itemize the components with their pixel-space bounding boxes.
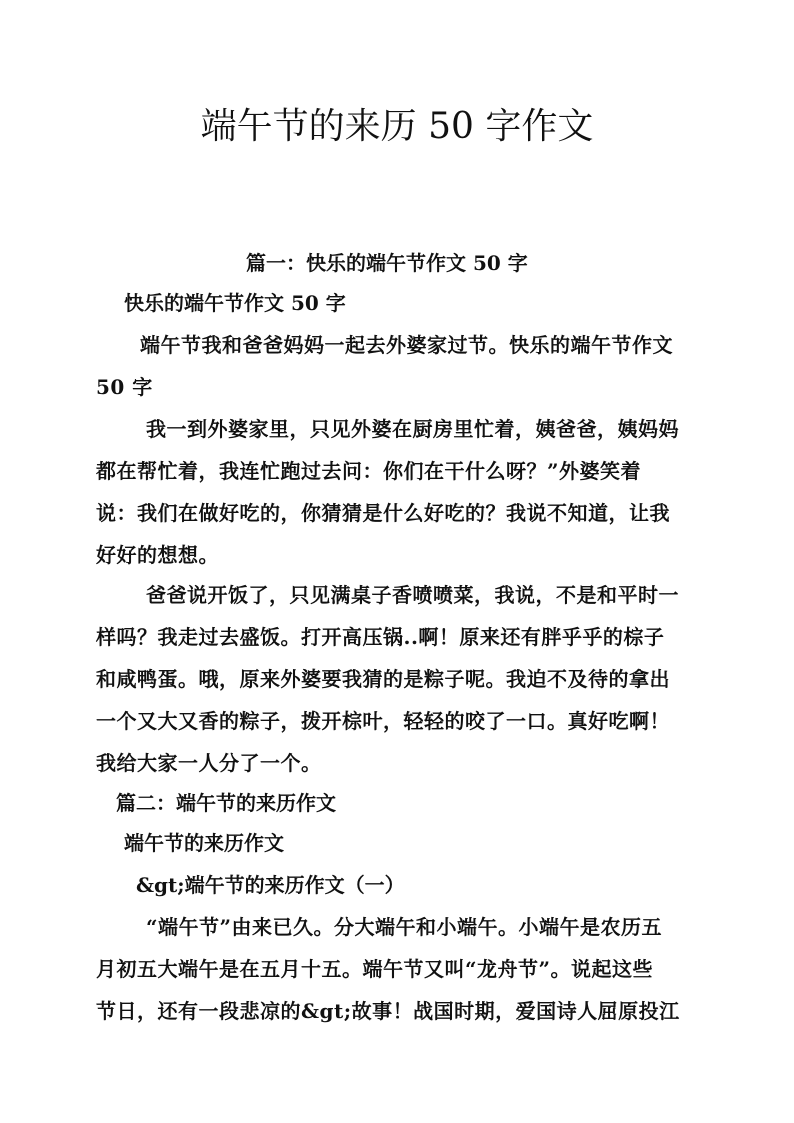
section2-heading: 篇二：端午节的来历作文 [116, 791, 336, 815]
section1-p1-line2: 50 字 [96, 375, 153, 399]
section2-subheading: &gt;端午节的来历作文（一） [136, 873, 405, 897]
section1-p3-line5: 我给大家一人分了一个。 [96, 751, 322, 775]
section1-p3-line2: 样吗？我走过去盛饭。打开高压锅..啊！原来还有胖乎乎的棕子 [96, 625, 665, 649]
section1-p2-line1: 我一到外婆家里，只见外婆在厨房里忙着，姨爸爸，姨妈妈 [146, 417, 679, 441]
section1-p2-line2: 都在帮忙着，我连忙跑过去问：你们在干什么呀？”外婆笑着 [96, 459, 642, 483]
document-title: 端午节的来历 50 字作文 [200, 106, 594, 147]
section2-subtitle: 端午节的来历作文 [124, 831, 284, 855]
section2-p1-line3: 节日，还有一段悲凉的&gt;故事！战国时期，爱国诗人屈原投江 [96, 999, 680, 1023]
section1-p2-line3: 说：我们在做好吃的，你猜猜是什么好吃的？我说不知道，让我 [96, 501, 670, 525]
section1-p3-line1: 爸爸说开饭了，只见满桌子香喷喷菜，我说，不是和平时一 [146, 583, 679, 607]
section2-p1-line2: 月初五大端午是在五月十五。端午节又叫“龙舟节”。说起这些 [96, 957, 654, 981]
section1-heading: 篇一：快乐的端午节作文 50 字 [246, 251, 528, 275]
section1-p2-line4: 好好的想想。 [96, 543, 219, 567]
section1-p1-line1: 端午节我和爸爸妈妈一起去外婆家过节。快乐的端午节作文 [140, 333, 673, 357]
section1-p3-line3: 和咸鸭蛋。哦，原来外婆要我猜的是粽子呢。我迫不及待的拿出 [96, 667, 670, 691]
section1-subtitle: 快乐的端午节作文 50 字 [124, 291, 346, 315]
section2-p1-line1: “端午节”由来已久。分大端午和小端午。小端午是农历五 [146, 915, 663, 939]
section1-p3-line4: 一个又大又香的粽子，拨开棕叶，轻轻的咬了一口。真好吃啊！ [96, 709, 670, 733]
